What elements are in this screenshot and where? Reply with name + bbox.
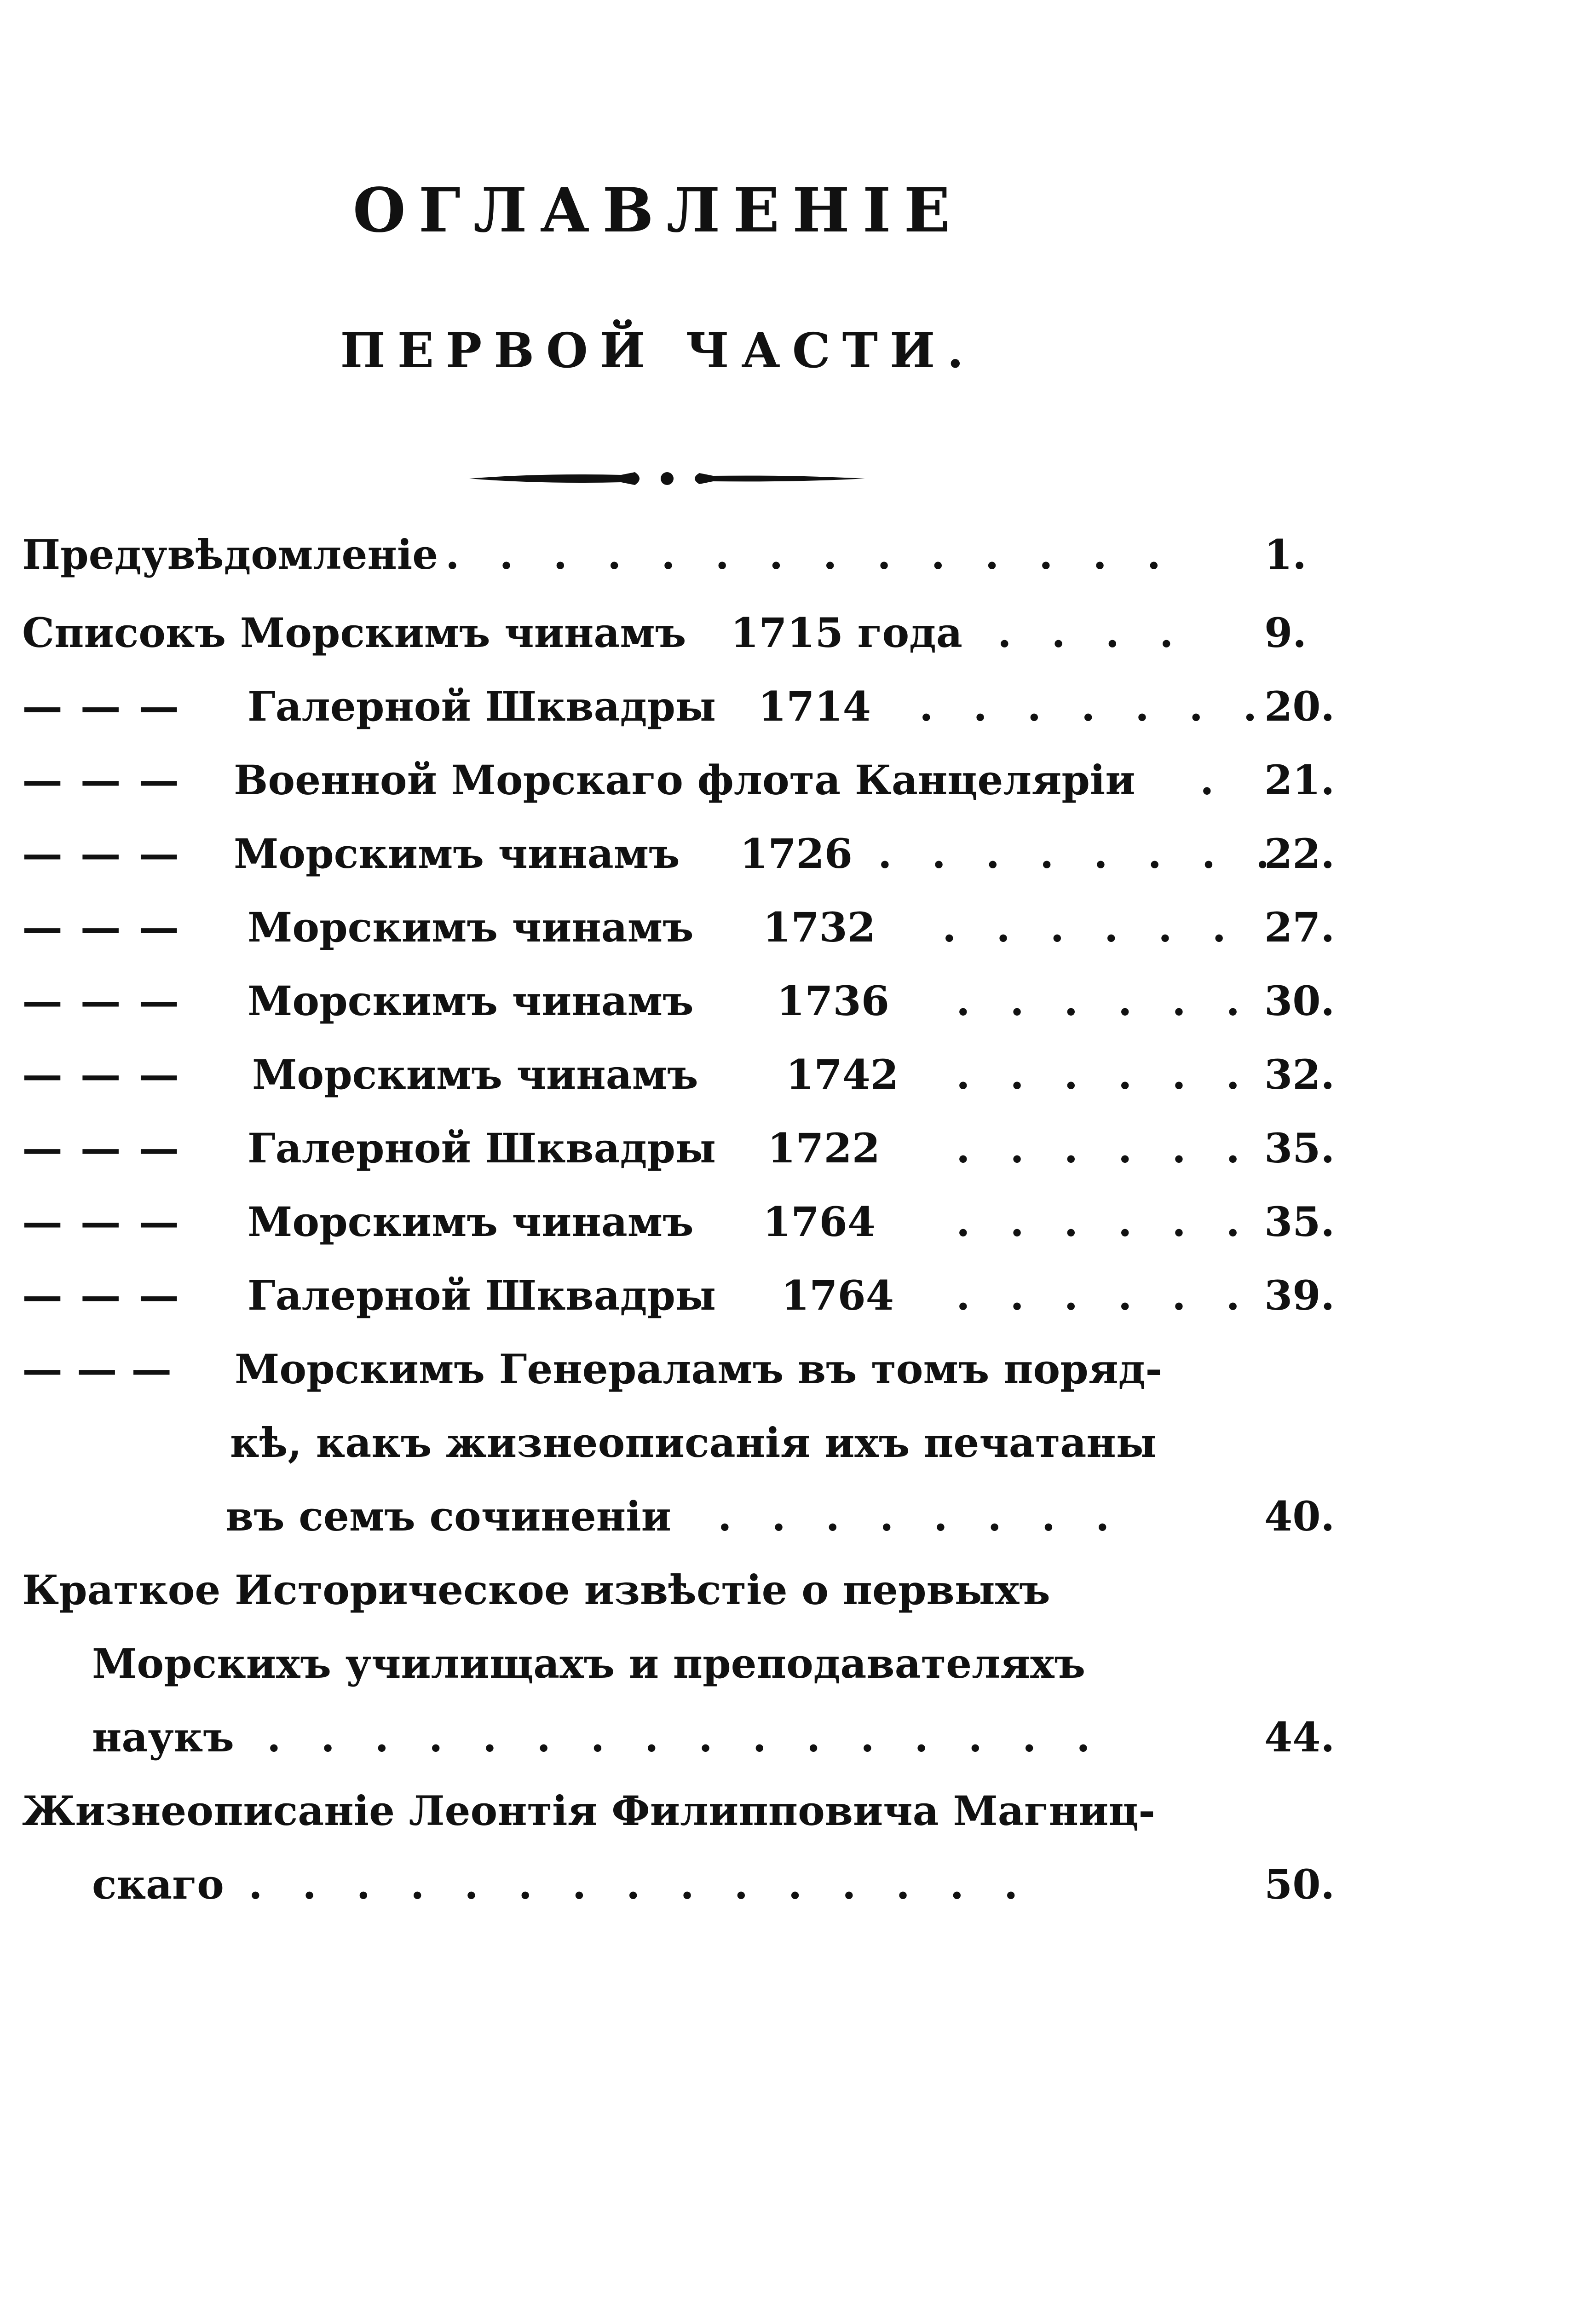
page-subtitle: ПЕРВОЙ ЧАСТИ.: [340, 322, 976, 379]
ditto-dash: — — —: [22, 1345, 172, 1393]
entry-year: 1736: [777, 977, 889, 1025]
page-number: 22.: [1264, 830, 1335, 878]
entry-year: 1715 года: [731, 609, 962, 657]
page-number: 27.: [1264, 903, 1335, 951]
page-number: 30.: [1264, 977, 1335, 1025]
toc-entry-galley-1714[interactable]: [22, 681, 1356, 732]
ditto-dash: — — —: [22, 977, 181, 1025]
entry-year: 1742: [786, 1051, 899, 1098]
leader-dots: . . . . . . . .: [878, 830, 1283, 878]
ditto-dash: — — —: [22, 1124, 181, 1172]
leader-dots: . . . . . .: [956, 1124, 1253, 1172]
leader-dots: . . . . . . . .: [718, 1492, 1123, 1540]
entry-title: Галерной Шквадры: [248, 682, 716, 730]
page-number: 40.: [1264, 1492, 1335, 1540]
entry-title: Морскимъ чинамъ: [234, 830, 680, 878]
toc-entry-ranks-1732[interactable]: [22, 902, 1356, 953]
entry-title: Военной Морскаго флота Канцеляріи: [234, 756, 1135, 804]
ditto-dash: — — —: [22, 903, 181, 951]
leader-dots: . . . . . .: [956, 1198, 1253, 1246]
page-number: 35.: [1264, 1124, 1335, 1172]
leader-dots: . . . . . . .: [919, 682, 1270, 730]
page-number: 32.: [1264, 1051, 1335, 1098]
entry-title: Галерной Шквадры: [248, 1271, 716, 1319]
entry-title-line2: Морскихъ училищахъ и преподавателяхъ: [92, 1640, 1086, 1687]
entry-title: Галерной Шквадры: [248, 1124, 716, 1172]
entry-title: Списокъ Морскимъ чинамъ: [22, 609, 686, 657]
entry-title-line1: Жизнеописаніе Леонтія Филипповича Магниц-: [22, 1787, 1155, 1835]
ditto-dash: — — —: [22, 1271, 181, 1319]
toc-entry-galley-1764[interactable]: [22, 1270, 1356, 1321]
entry-title: Морскимъ чинамъ: [248, 977, 694, 1025]
page-number: 39.: [1264, 1271, 1335, 1319]
leader-dots: . . . . . .: [942, 903, 1239, 951]
page-number: 1.: [1264, 531, 1307, 578]
page-title: ОГЛАВЛЕНІЕ: [352, 175, 963, 246]
leader-dots: . . . . . . . . . . . . . . .: [248, 1860, 1031, 1908]
leader-dots: . . . . . . . . . . . . . . . .: [267, 1713, 1103, 1761]
toc-entry-ranks-1764[interactable]: [22, 1196, 1356, 1247]
ditto-dash: — — —: [22, 830, 181, 878]
toc-entry-preface[interactable]: [22, 529, 1356, 580]
leader-dots: . . . . . .: [956, 1271, 1253, 1319]
page-number: 50.: [1264, 1860, 1335, 1908]
entry-title: Морскимъ чинамъ: [248, 903, 694, 951]
entry-year: 1732: [763, 903, 876, 951]
entry-year: 1714: [758, 682, 871, 730]
page-number: 44.: [1264, 1713, 1335, 1761]
toc-entry-ranks-1736[interactable]: [22, 976, 1356, 1026]
leader-dots: . . . . . . . . . . . . . .: [445, 531, 1174, 578]
entry-title: Морскимъ чинамъ: [248, 1198, 694, 1246]
ditto-dash: — — —: [22, 1198, 181, 1246]
entry-year: 1764: [781, 1271, 894, 1319]
toc-entry-ranks-1726[interactable]: [22, 828, 1356, 879]
toc-entry-chancellery[interactable]: [22, 755, 1356, 805]
entry-year: 1764: [763, 1198, 876, 1246]
ditto-dash: — — —: [22, 682, 181, 730]
entry-title-line2: кѣ, какъ жизнеописанія ихъ печатаны: [230, 1419, 1157, 1467]
entry-year: 1726: [740, 830, 853, 878]
leader-dots: .: [1200, 756, 1227, 804]
ditto-dash: — — —: [22, 756, 181, 804]
leader-dots: . . . . . .: [956, 977, 1253, 1025]
page-number: 20.: [1264, 682, 1335, 730]
entry-title-line1: Краткое Историческое извѣстіе о первыхъ: [22, 1566, 1050, 1614]
toc-entry-ranks-1742[interactable]: [22, 1049, 1356, 1100]
leader-dots: . . . . . .: [956, 1051, 1253, 1098]
entry-title-line3: въ семъ сочиненіи: [225, 1492, 671, 1540]
entry-title: Морскимъ чинамъ: [252, 1051, 698, 1098]
page-number: 9.: [1264, 609, 1307, 657]
entry-title-line3: наукъ: [92, 1713, 234, 1761]
leader-dots: . . . .: [997, 609, 1187, 657]
entry-year: 1722: [767, 1124, 880, 1172]
entry-title-line1: Морскимъ Генераламъ въ томъ поряд-: [235, 1345, 1162, 1393]
toc-entry-galley-1722[interactable]: [22, 1123, 1356, 1173]
entry-title-line2: скаго: [92, 1860, 224, 1908]
toc-entry-list-1715[interactable]: [22, 607, 1356, 658]
entry-title: Предувѣдомленіе: [22, 531, 438, 578]
ornament-divider: [469, 465, 865, 492]
page-number: 35.: [1264, 1198, 1335, 1246]
page-number: 21.: [1264, 756, 1335, 804]
ditto-dash: — — —: [22, 1051, 181, 1098]
